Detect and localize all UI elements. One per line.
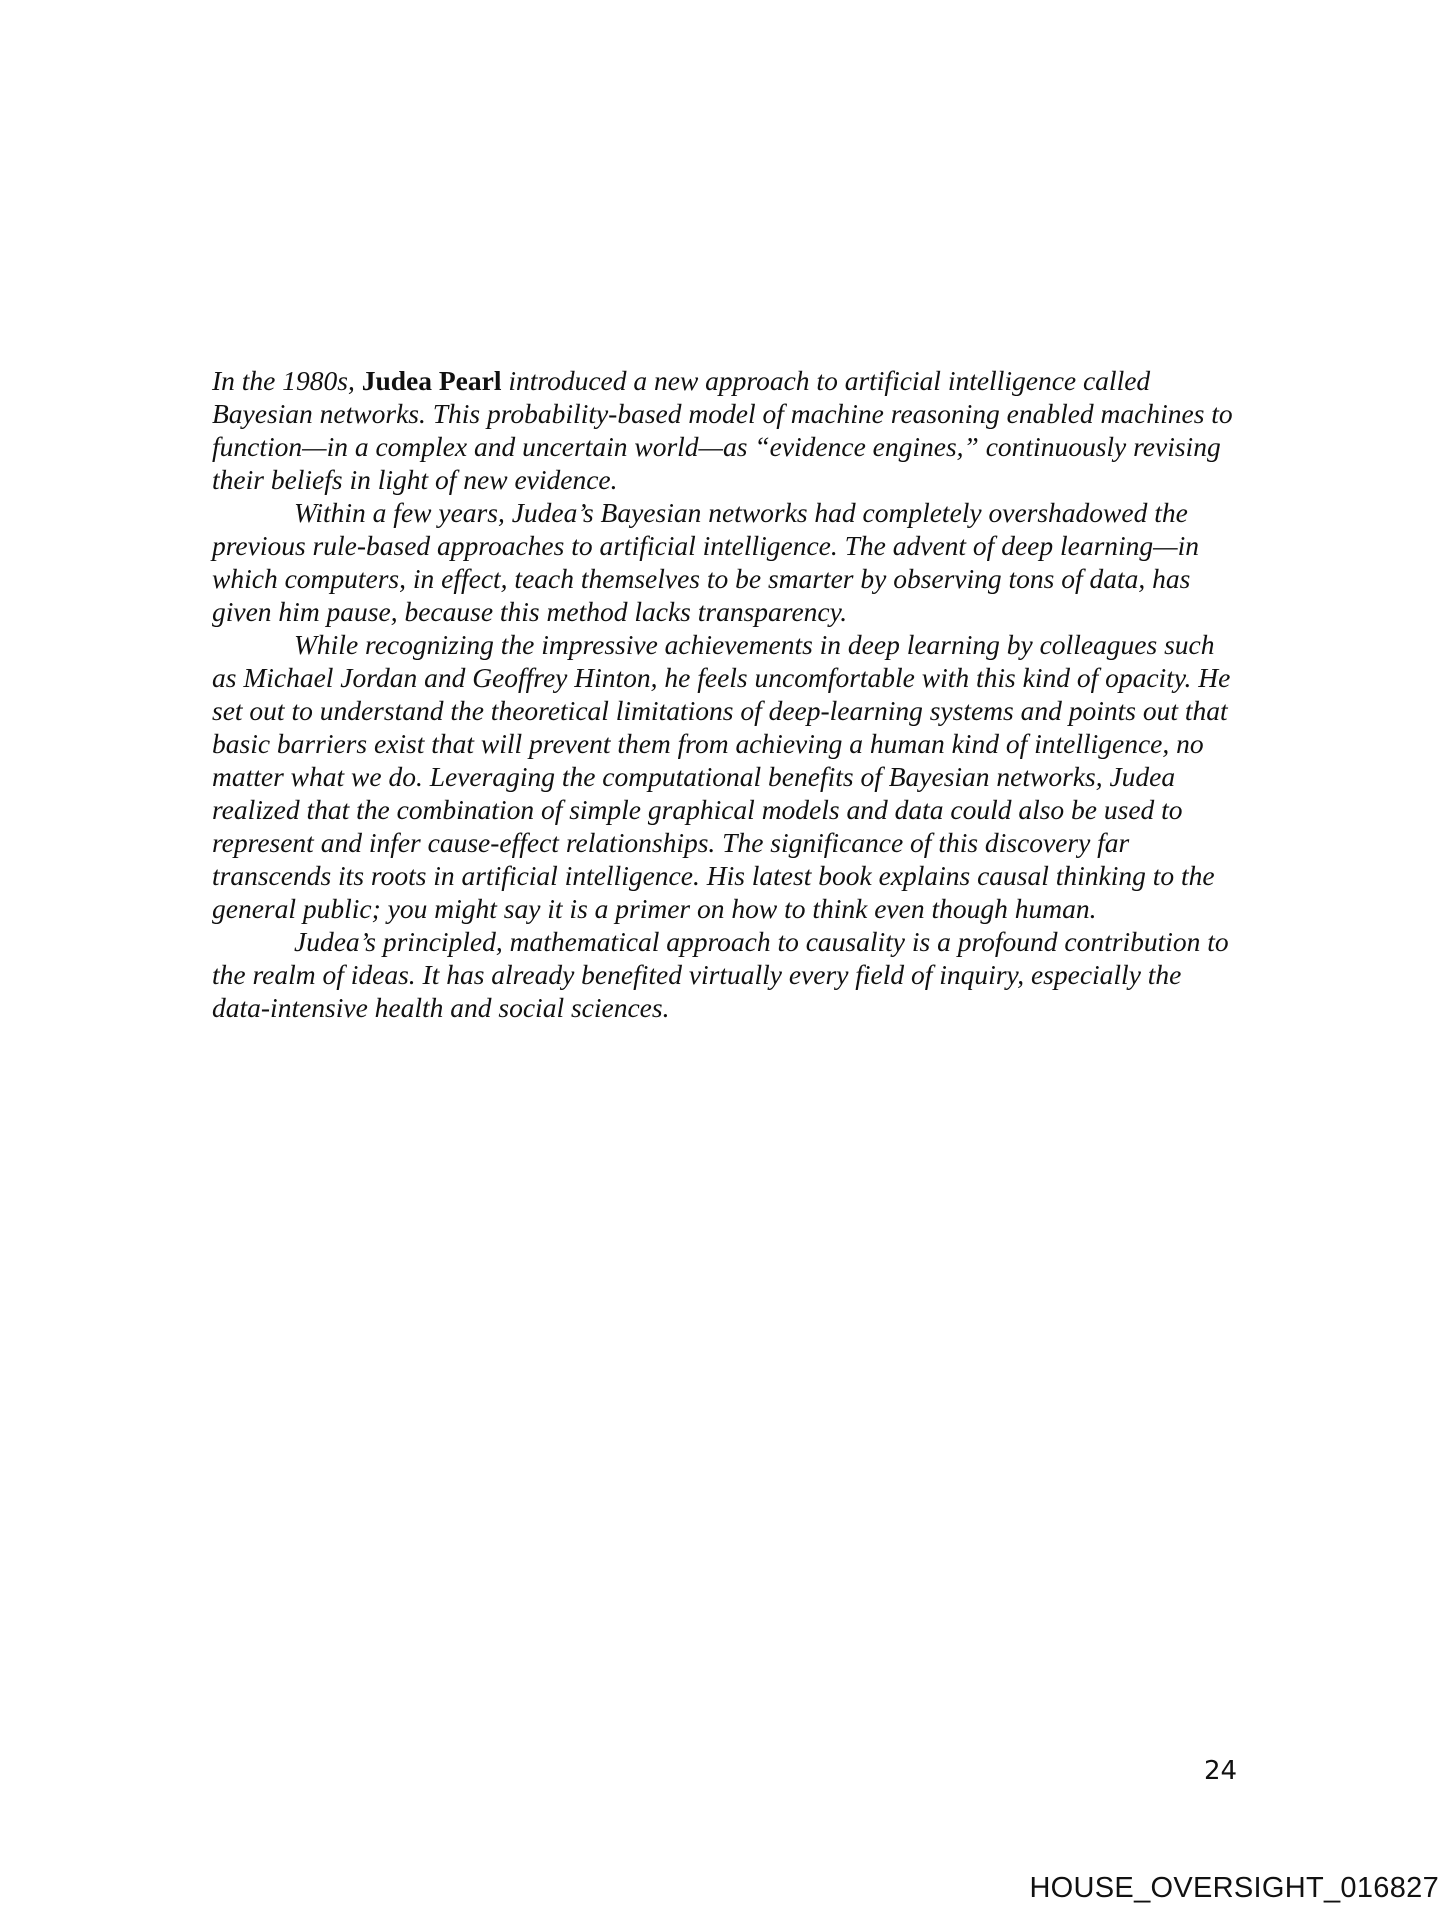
bates-number: HOUSE_OVERSIGHT_016827 [1029, 1872, 1439, 1904]
paragraph-4: Judea’s principled, mathematical approach to causality is a profound contribution to the realm of ideas. It has already benefited virtually every field of inquiry, especially the data-intensive health and social sciences. [212, 926, 1229, 1023]
paragraph-1-lead: In the 1980s, [212, 365, 362, 396]
paragraph-1-rest: introduced a new approach to artificial intelligence called Bayesian networks. This probability-based model of machine reasoning enabled machines to function—in a complex and uncertain world—as “evidence engines,” continuously revising their beliefs in light of new evidence. [212, 365, 1233, 495]
paragraph-2: Within a few years, Judea’s Bayesian networks had completely overshadowed the previous rule-based approaches to artificial intelligence. The advent of deep learning—in which computers, in effect, teach themselves to be smarter by observing tons of data, has given him pause, because this method lacks transparency. [212, 497, 1200, 627]
page-number: 24 [1204, 1756, 1238, 1786]
subject-name: Judea Pearl [361, 365, 502, 396]
paragraph-3: While recognizing the impressive achievements in deep learning by colleagues such as Michael Jordan and Geoffrey Hinton, he feels uncomfortable with this kind of opacity. He set out to understand the theoretical limitations of deep-learning systems and points out that basic barriers exist that will prevent them from achieving a human kind of intelligence, no matter what we do. Leveraging the computational benefits of Bayesian networks, Judea realized that the combination of simple graphical models and data could also be used to represent and infer cause-effect relationships. The significance of this discovery far transcends its roots in artificial intelligence. His latest book explains causal thinking to the general public; you might say it is a primer on how to think even though human. [212, 629, 1231, 924]
paragraph-1 [212, 364, 1242, 496]
body-text [212, 364, 1242, 1024]
